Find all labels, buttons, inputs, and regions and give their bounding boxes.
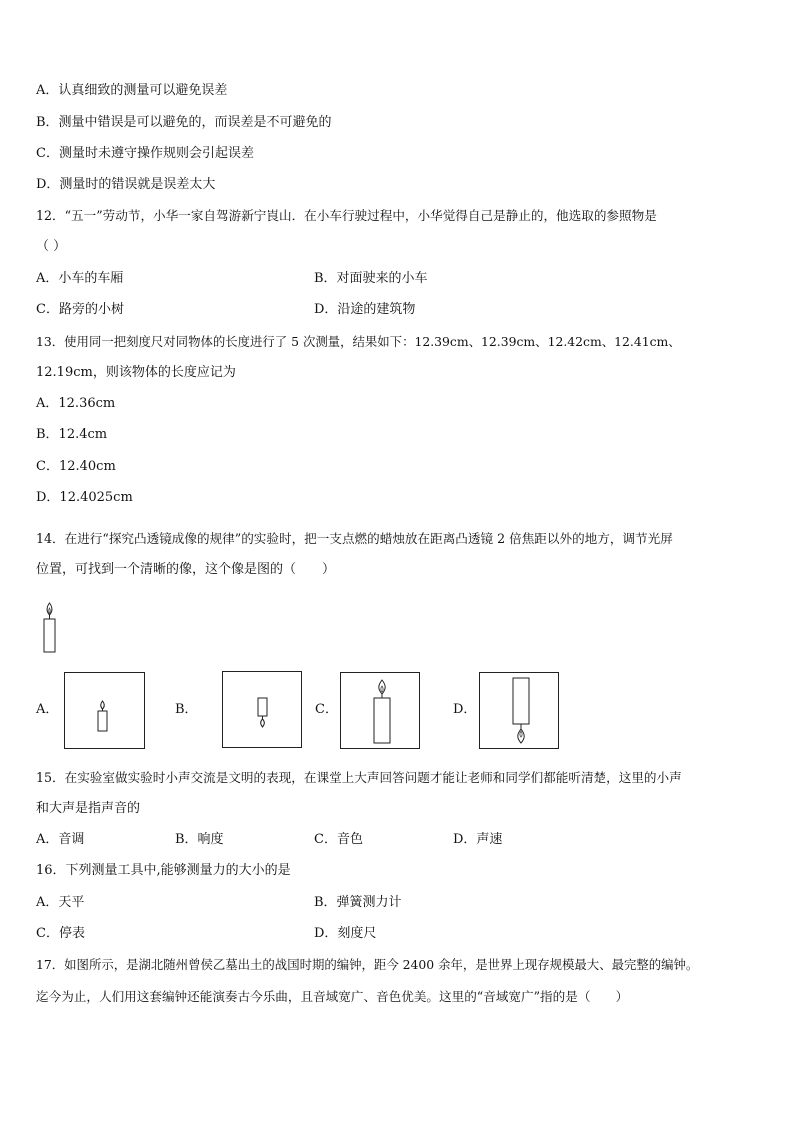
q16-option-d: D．刻度尺 [314,926,377,941]
q12-option-b: B．对面驶来的小车 [314,271,428,286]
q14-option-a-label: A． [36,702,59,717]
q12-stem: 12．“五一”劳动节，小华一家自驾游新宁崀山．在小车行驶过程中，小华觉得自己是静止的，他选取的参照物是 [36,208,657,223]
q14-stem: 14．在进行“探究凸透镜成像的规律”的实验时，把一支点燃的蜡烛放在距离凸透镜 2 倍焦距以外的地方，调节光屏 [36,531,673,546]
q15-option-c: C．音色 [314,832,363,847]
q16-stem: 16．下列测量工具中,能够测量力的大小的是 [36,863,291,878]
q15-option-d: D．声速 [453,832,503,847]
q14-option-d-label: D． [453,702,477,717]
q11-option-a: A．认真细致的测量可以避免误差 [36,83,228,98]
q16-option-a: A．天平 [36,895,85,910]
q12-option-a: A．小车的车厢 [36,271,124,286]
q11-option-c: C．测量时未遵守操作规则会引起误差 [36,146,254,161]
q13-stem: 13．使用同一把刻度尺对同物体的长度进行了 5 次测量，结果如下：12.39cm、12.39cm、12.42cm、12.41cm、 [36,334,681,349]
q17-stem: 17．如图所示，是湖北随州曾侯乙墓出土的战国时期的编钟，距今 2400 余年，是世界上现存规模最大、最完整的编钟。 [36,957,699,972]
q17-stem-line2: 迄今为止，人们用这套编钟还能演奏古今乐曲，且音域宽广、音色优美。这里的“音域宽广”指的是（ ） [36,989,629,1004]
q14-option-b-label: B． [175,702,198,717]
q13-option-b: B．12.4cm [36,427,108,442]
q11-option-b: B．测量中错误是可以避免的，而误差是不可避免的 [36,115,332,130]
q14-option-d-figure [479,672,559,749]
q15-option-b: B．响度 [175,832,224,847]
q13-stem-line2: 12.19cm，则该物体的长度应记为 [36,365,236,380]
q14-option-c-label: C． [315,702,338,717]
q15-stem-line2: 和大声是指声音的 [36,801,141,816]
upright-small-candle-icon [95,699,111,733]
q12-option-c: C．路旁的小树 [36,302,124,317]
q12-stem-bracket: （ ） [36,239,67,254]
q14-option-a-figure [64,672,145,749]
q16-option-b: B．弹簧测力计 [314,895,402,910]
q12-option-d: D．沿途的建筑物 [314,302,416,317]
q13-option-d: D．12.4025cm [36,490,133,505]
q14-stem-line2: 位置，可找到一个清晰的像，这个像是图的（ ） [36,562,336,577]
q15-stem: 15．在实验室做实验时小声交流是文明的表现，在课堂上大声回答问题才能让老师和同学们都能听清楚，这里的小声 [36,770,682,785]
q15-option-a: A．音调 [36,832,85,847]
q14-option-b-figure [222,671,302,748]
q11-option-d: D．测量时的错误就是误差太大 [36,177,216,192]
inverted-large-candle-icon [510,676,532,746]
q13-option-c: C．12.40cm [36,459,116,474]
upright-large-candle-icon [371,678,393,746]
q14-option-c-figure [340,672,420,749]
object-candle-icon [40,600,60,656]
q13-option-a: A．12.36cm [36,396,116,411]
q16-option-c: C．停表 [36,926,85,941]
inverted-small-candle-icon [255,696,271,730]
